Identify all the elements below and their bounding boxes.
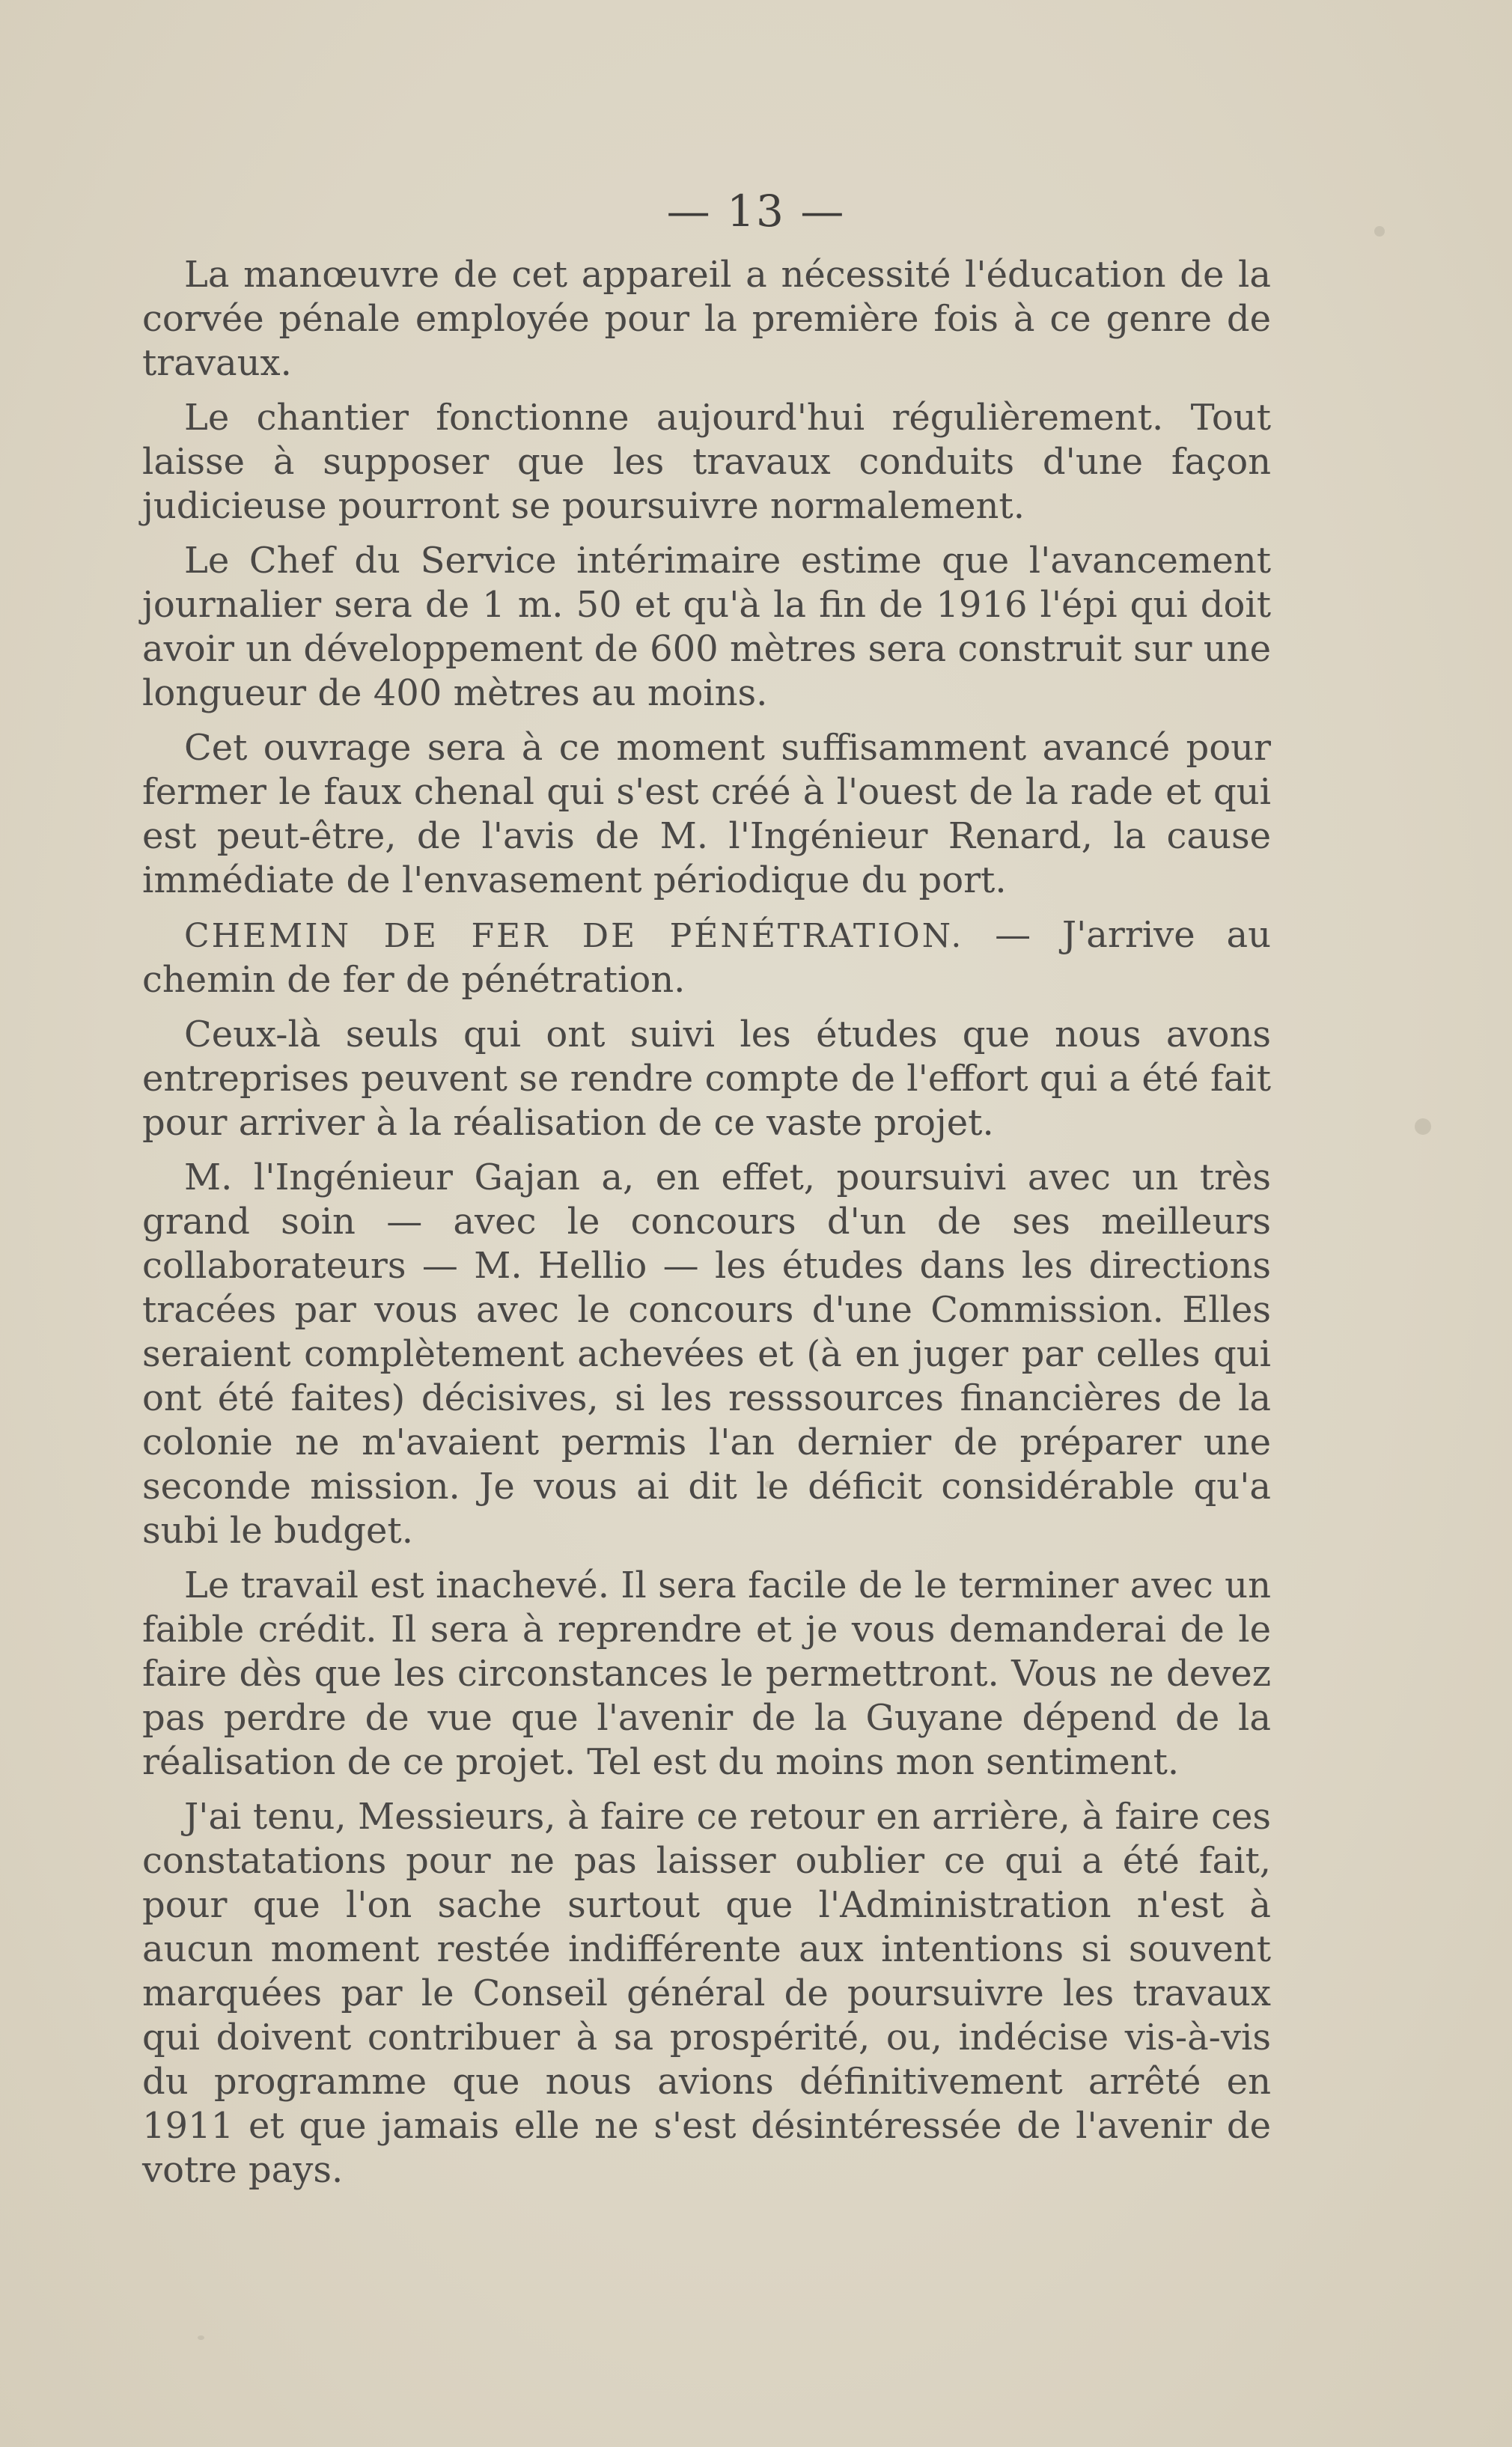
paragraph: La manœuvre de cet appareil a nécessité l'éducation de la corvée pénale employée pour la première fois à ce genre de travaux. (142, 254, 1271, 384)
section-heading: CHEMIN DE FER DE PÉNÉTRATION. (184, 917, 964, 955)
paragraph: Cet ouvrage sera à ce moment suffisamment avancé pour fermer le faux chenal qui s'est créé à l'ouest de la rade et qui est peut-être, de l'avis de M. l'Ingénieur Renard, la cause immédiate de l'envasement périodique du port. (142, 727, 1271, 901)
paragraph: Le chantier fonctionne aujourd'hui régulièrement. Tout laisse à supposer que les travaux conduits d'une façon judicieuse pourront se poursuivre normalement. (142, 397, 1271, 527)
page-number: — 13 — (666, 186, 846, 237)
paper-speck (198, 2335, 204, 2340)
section-paragraph (142, 913, 1271, 1002)
paragraph: Ceux-là seuls qui ont suivi les études que nous avons entreprises peuvent se rendre compte de l'effort qui a été fait pour arriver à la réalisation de ce vaste projet. (142, 1014, 1271, 1144)
section-paragraph-text: — J'arrive au chemin de fer de pénétration. (142, 914, 1271, 1001)
paper-speck (1415, 1118, 1431, 1135)
paragraph: Le travail est inachevé. Il sera facile de le terminer avec un faible crédit. Il sera à reprendre et je vous demanderai de le faire dès que les circonstances le permettront. Vous ne devez pas perdre de vue que l'avenir de la Guyane dépend de la réalisation de ce projet. Tel est du moins mon sentiment. (142, 1564, 1271, 1783)
body-text (142, 253, 1271, 2203)
paragraph: Le Chef du Service intérimaire estime que l'avancement journalier sera de 1 m. 50 et qu'à la fin de 1916 l'épi qui doit avoir un développement de 600 mètres sera construit sur une longueur de 400 mètres au moins. (142, 540, 1271, 714)
paragraph: M. l'Ingénieur Gajan a, en effet, poursuivi avec un très grand soin — avec le concours d'un de ses meilleurs collaborateurs — M. Hellio — les études dans les directions tracées par vous avec le concours d'une Commission. Elles seraient complètement achevées et (à en juger par celles qui ont été faites) décisives, si les resssources financières de la colonie ne m'avaient permis l'an dernier de préparer une seconde mission. Je vous ai dit le déficit considérable qu'a subi le budget. (142, 1157, 1271, 1552)
paragraph: J'ai tenu, Messieurs, à faire ce retour en arrière, à faire ces constatations pour ne pas laisser oublier ce qui a été fait, pour que l'on sache surtout que l'Administration n'est à aucun moment restée indifférente aux intentions si souvent marquées par le Conseil général de poursuivre les travaux qui doivent contribuer à sa prospérité, ou, indécise vis-à-vis du programme que nous avions définitivement arrêté en 1911 et que jamais elle ne s'est désintéressée de l'avenir de votre pays. (142, 1796, 1271, 2191)
